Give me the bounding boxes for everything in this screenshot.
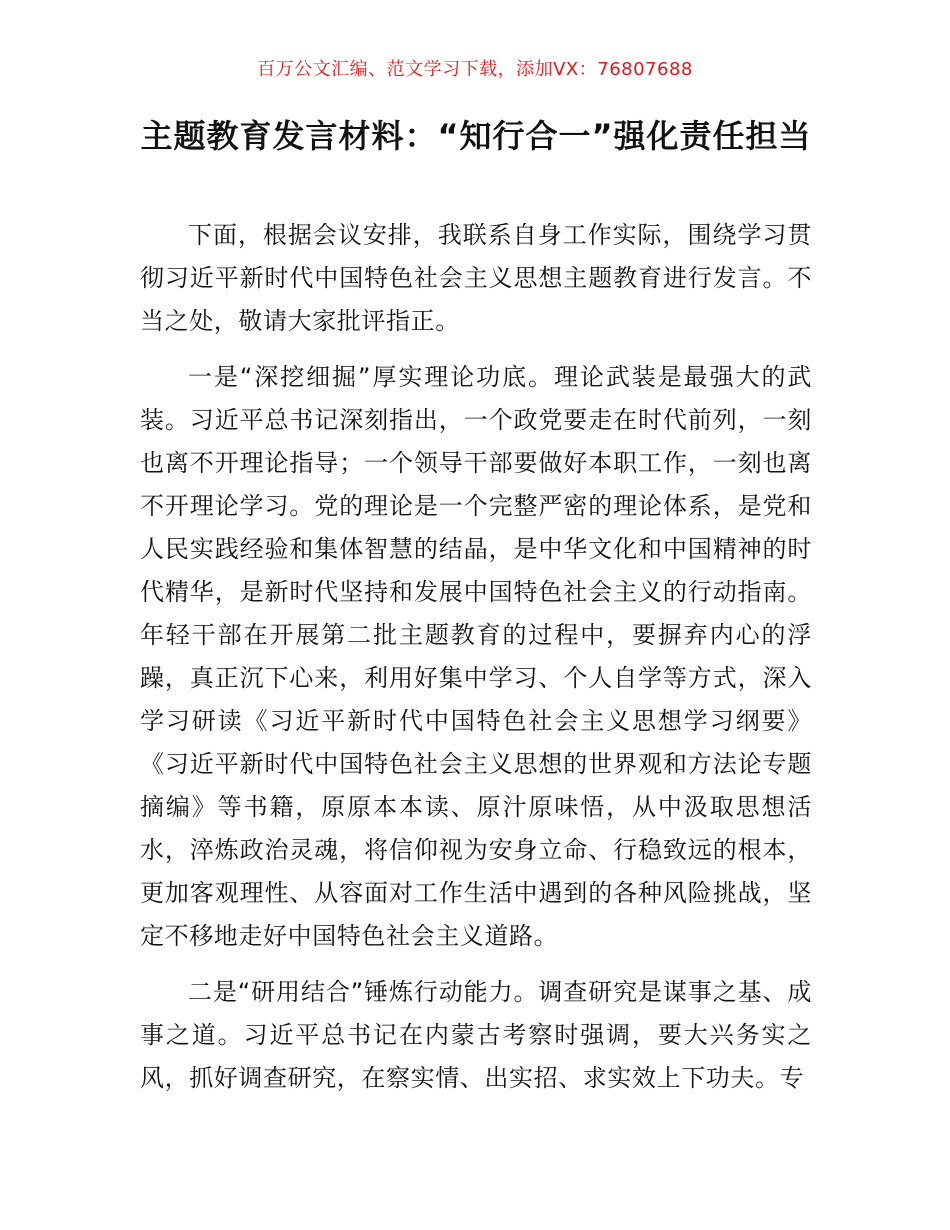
document-title: 主题教育发言材料：“知行合一”强化责任担当 (140, 117, 812, 155)
paragraph-point-one: 一是“深挖细掘”厚实理论功底。理论武装是最强大的武装。习近平总书记深刻指出，一个政党要走在时代前列，一刻也离不开理论指导；一个领导干部要做好本职工作，一刻也离不开理论学习。党的理论是一个完整严密的理论体系，是党和人民实践经验和集体智慧的结晶，是中华文化和中国精神的时代精华，是新时代坚持和发展中国特色社会主义的行动指南。年轻干部在开展第二批主题教育的过程中，要摒弃内心的浮躁，真正沉下心来，利用好集中学习、个人自学等方式，深入学习研读《习近平新时代中国特色社会主义思想学习纲要》《习近平新时代中国特色社会主义思想的世界观和方法论专题摘编》等书籍，原原本本读、原汁原味悟，从中汲取思想活水，淬炼政治灵魂，将信仰视为安身立命、行稳致远的根本，更加客观理性、从容面对工作生活中遇到的各种风险挑战，坚定不移地走好中国特色社会主义道路。 (140, 363, 812, 950)
document-body (140, 214, 812, 1113)
paragraph-intro: 下面，根据会议安排，我联系自身工作实际，围绕学习贯彻习近平新时代中国特色社会主义思想主题教育进行发言。不当之处，敬请大家批评指正。 (140, 221, 812, 335)
promo-banner: 百万公文汇编、范文学习下载，添加VX：76807688 (257, 59, 693, 80)
paragraph-point-two: 二是“研用结合”锤炼行动能力。调查研究是谋事之基、成事之道。习近平总书记在内蒙古考察时强调，要大兴务实之风，抓好调查研究，在察实情、出实招、求实效上下功夫。专 (140, 978, 812, 1092)
